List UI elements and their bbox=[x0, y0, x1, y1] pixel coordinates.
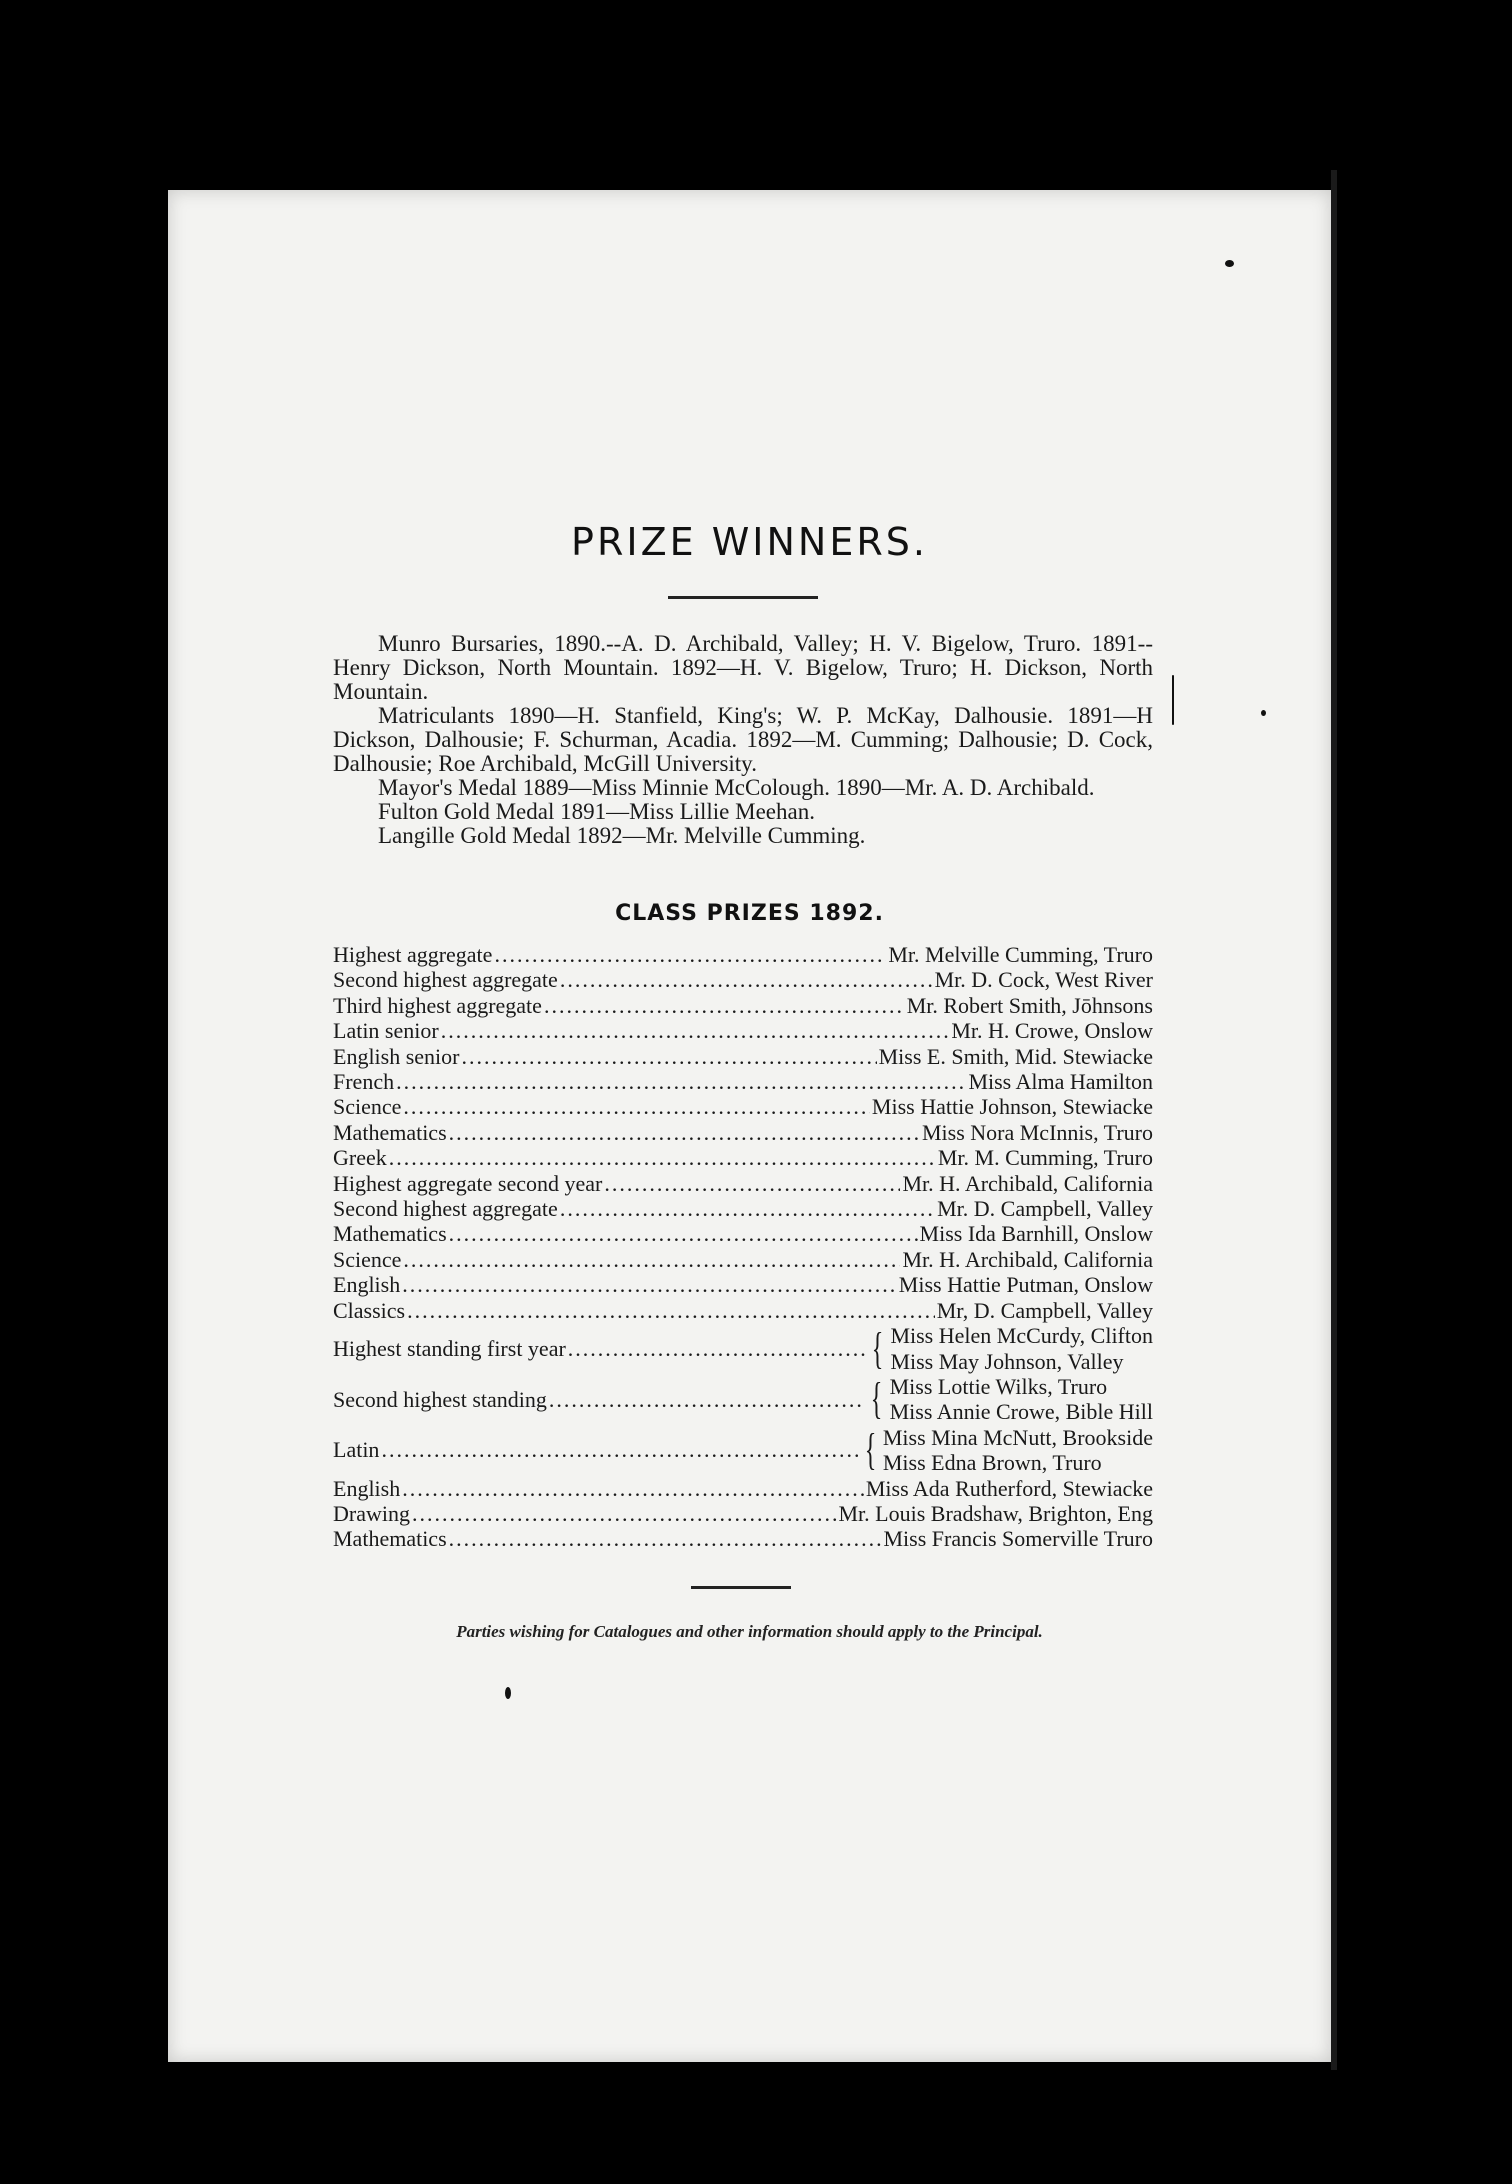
ink-speck bbox=[1261, 710, 1266, 716]
prize-winner: Mr. Louis Bradshaw, Brighton, Eng bbox=[838, 1500, 1153, 1526]
prize-category: French bbox=[333, 1069, 395, 1095]
dot-leader bbox=[494, 942, 886, 967]
footer-note: Parties wishing for Catalogues and other information should apply to the Principal. bbox=[456, 1622, 1043, 1641]
margin-bracket-mark bbox=[1172, 675, 1174, 725]
prize-winner: Mr. D. Cock, West River bbox=[934, 967, 1153, 993]
prize-winner-pair bbox=[883, 1425, 1153, 1476]
prize-row bbox=[333, 1501, 1153, 1526]
prize-row bbox=[333, 1298, 1153, 1323]
prize-winner: Mr. H. Archibald, California bbox=[902, 1246, 1153, 1272]
paragraph-munro: Munro Bursaries, 1890.--A. D. Archibald, Valley; H. V. Bigelow, Truro. 1891--Henry Dickson, North Mountain. 1892—H. V. Bigelow, Truro; H. Dickson, North Mountain. bbox=[333, 631, 1153, 704]
prize-winner: Miss Helen McCurdy, Clifton bbox=[890, 1323, 1153, 1349]
dot-leader bbox=[441, 1018, 950, 1043]
prize-row bbox=[333, 1069, 1153, 1094]
dot-leader bbox=[604, 1171, 900, 1196]
prize-row bbox=[333, 1476, 1153, 1501]
dot-leader bbox=[549, 1387, 865, 1412]
page-title: PRIZE WINNERS. bbox=[571, 520, 928, 564]
prize-winner-pair bbox=[890, 1374, 1153, 1425]
prize-winner: Miss Hattie Putman, Onslow bbox=[898, 1272, 1153, 1298]
prize-winner: Miss Edna Brown, Truro bbox=[882, 1450, 1102, 1476]
ornamental-rule bbox=[668, 596, 818, 599]
dot-leader bbox=[412, 1501, 837, 1526]
prize-winner: Mr, D. Campbell, Valley bbox=[936, 1297, 1153, 1323]
prize-group-row bbox=[333, 1323, 1153, 1374]
dot-leader bbox=[568, 1336, 866, 1361]
prize-category: Mathematics bbox=[333, 1526, 447, 1552]
dot-leader bbox=[449, 1526, 882, 1551]
prize-category: Science bbox=[333, 1094, 402, 1120]
prize-winner: Miss Annie Crowe, Bible Hill bbox=[889, 1399, 1153, 1425]
prize-winner: Miss Ida Barnhill, Onslow bbox=[919, 1221, 1153, 1247]
dot-leader bbox=[407, 1298, 935, 1323]
prize-row bbox=[333, 1221, 1153, 1246]
prize-category: Science bbox=[333, 1246, 402, 1272]
prize-category: Second highest aggregate bbox=[333, 967, 558, 993]
dot-leader bbox=[403, 1247, 900, 1272]
prize-category: Second highest aggregate bbox=[333, 1196, 558, 1222]
prize-winner-pair bbox=[890, 1323, 1153, 1374]
prize-winner: Miss Hattie Johnson, Stewiacke bbox=[871, 1094, 1153, 1120]
prize-winner: Mr. H. Crowe, Onslow bbox=[951, 1018, 1153, 1044]
prize-category: Mathematics bbox=[333, 1119, 447, 1145]
prize-category: English bbox=[333, 1475, 401, 1501]
prize-category: Drawing bbox=[333, 1500, 410, 1526]
dot-leader bbox=[402, 1272, 897, 1297]
class-prizes-list bbox=[333, 942, 1153, 1552]
prize-group-row bbox=[333, 1374, 1153, 1425]
document-page bbox=[168, 190, 1331, 2062]
prize-group-row bbox=[333, 1425, 1153, 1476]
prize-row bbox=[333, 942, 1153, 967]
prize-row bbox=[333, 967, 1153, 992]
prize-winner: Miss May Johnson, Valley bbox=[890, 1348, 1124, 1374]
prize-winner: Miss Alma Hamilton bbox=[968, 1069, 1153, 1095]
dot-leader bbox=[544, 993, 905, 1018]
ink-speck bbox=[1225, 260, 1234, 267]
dot-leader bbox=[396, 1069, 966, 1094]
prize-row bbox=[333, 1171, 1153, 1196]
prize-category: Third highest aggregate bbox=[333, 992, 542, 1018]
prize-category: Latin senior bbox=[333, 1018, 439, 1044]
brace-icon: { bbox=[864, 1425, 877, 1475]
prize-row bbox=[333, 1247, 1153, 1272]
paragraph-matriculants: Matriculants 1890—H. Stanfield, King's; W. P. McKay, Dalhousie. 1891—H Dickson, Dalhousie; F. Schurman, Acadia. 1892—M. Cumming; Dalhousie; D. Cock, Dalhousie; Roe Archibald, McGill University. bbox=[333, 703, 1153, 776]
prize-row bbox=[333, 1094, 1153, 1119]
prize-row bbox=[333, 1120, 1153, 1145]
prize-winner: Miss Mina McNutt, Brookside bbox=[882, 1424, 1153, 1450]
brace-icon: { bbox=[871, 1374, 883, 1424]
prize-row bbox=[333, 1272, 1153, 1297]
dot-leader bbox=[449, 1221, 918, 1246]
prize-row bbox=[333, 993, 1153, 1018]
ink-speck bbox=[505, 1687, 511, 1699]
paragraph-langille-medal: Langille Gold Medal 1892—Mr. Melville Cumming. bbox=[378, 823, 866, 848]
dot-leader bbox=[381, 1437, 857, 1462]
prize-winner: Mr. Robert Smith, Jōhnsons bbox=[906, 992, 1153, 1018]
prize-row bbox=[333, 1018, 1153, 1043]
prize-winner: Miss E. Smith, Mid. Stewiacke bbox=[878, 1043, 1153, 1069]
prize-category: Highest aggregate bbox=[333, 942, 493, 967]
divider-rule bbox=[691, 1586, 791, 1589]
prize-winner: Miss Francis Somerville Truro bbox=[883, 1526, 1153, 1552]
prize-row bbox=[333, 1526, 1153, 1551]
prize-row bbox=[333, 1044, 1153, 1069]
prize-category: Greek bbox=[333, 1145, 387, 1171]
prize-winner: Mr. H. Archibald, California bbox=[902, 1170, 1153, 1196]
prize-category: Latin bbox=[333, 1437, 380, 1463]
scholarship-paragraphs bbox=[333, 632, 1153, 848]
page-edge-shadow bbox=[1331, 170, 1337, 2070]
prize-winner: Mr. D. Campbell, Valley bbox=[937, 1196, 1153, 1222]
prize-winner: Mr. M. Cumming, Truro bbox=[937, 1145, 1153, 1171]
prize-winner: Mr. Melville Cumming, Truro bbox=[888, 942, 1153, 967]
prize-category: English bbox=[333, 1272, 401, 1298]
prize-row bbox=[333, 1145, 1153, 1170]
class-prizes-heading: CLASS PRIZES 1892. bbox=[615, 901, 884, 926]
dot-leader bbox=[449, 1120, 920, 1145]
paragraph-mayors-medal: Mayor's Medal 1889—Miss Minnie McColough. 1890—Mr. A. D. Archibald. bbox=[378, 775, 1095, 800]
dot-leader bbox=[560, 967, 933, 992]
prize-category: English senior bbox=[333, 1043, 460, 1069]
paragraph-fulton-medal: Fulton Gold Medal 1891—Miss Lillie Meehan. bbox=[378, 799, 815, 824]
prize-category: Highest standing first year bbox=[333, 1335, 566, 1361]
prize-winner: Miss Ada Rutherford, Stewiacke bbox=[865, 1475, 1153, 1501]
dot-leader bbox=[560, 1196, 935, 1221]
prize-category: Classics bbox=[333, 1297, 406, 1323]
dot-leader bbox=[403, 1094, 870, 1119]
dot-leader bbox=[402, 1476, 864, 1501]
prize-winner: Miss Nora McInnis, Truro bbox=[921, 1119, 1153, 1145]
prize-category: Second highest standing bbox=[333, 1386, 547, 1412]
dot-leader bbox=[462, 1044, 877, 1069]
prize-row bbox=[333, 1196, 1153, 1221]
prize-winner: Miss Lottie Wilks, Truro bbox=[889, 1373, 1108, 1399]
prize-category: Mathematics bbox=[333, 1221, 447, 1247]
brace-icon: { bbox=[872, 1323, 884, 1373]
dot-leader bbox=[389, 1145, 936, 1170]
prize-category: Highest aggregate second year bbox=[333, 1170, 603, 1196]
